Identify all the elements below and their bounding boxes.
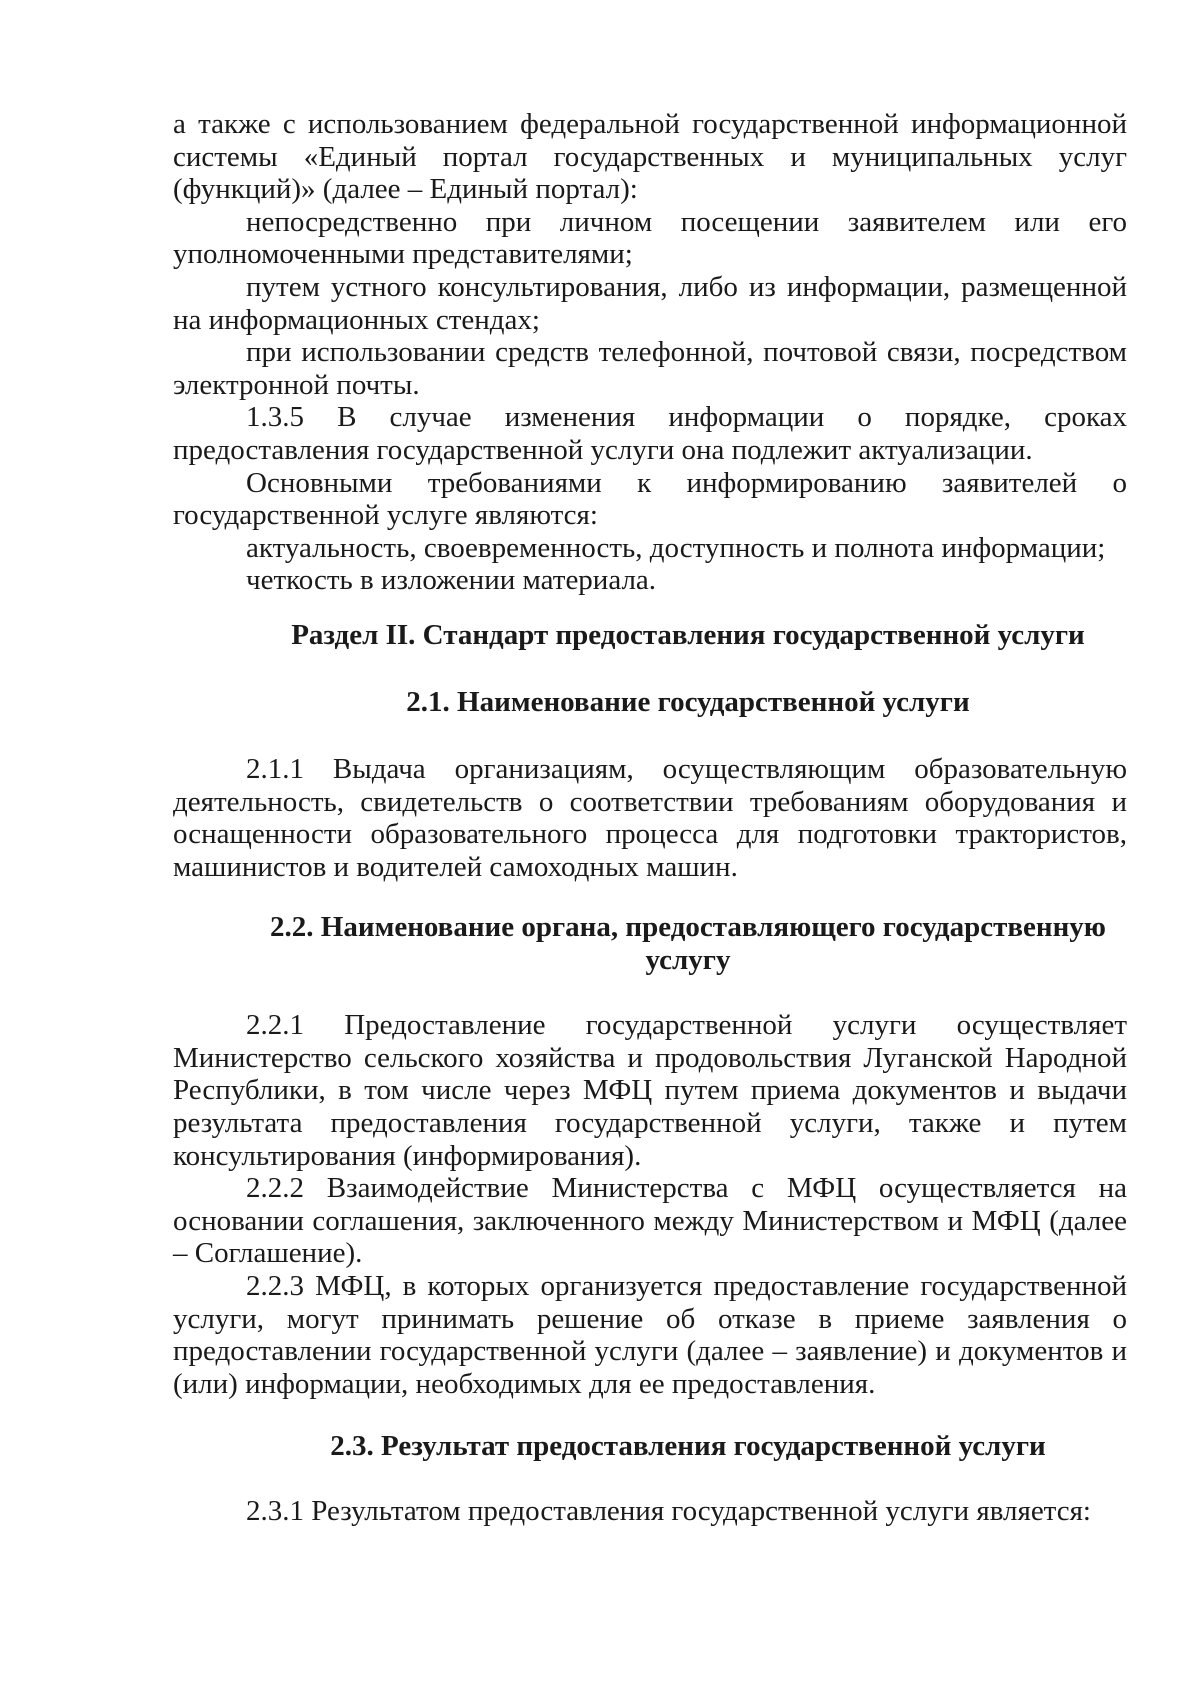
paragraph-2-2-2: 2.2.2 Взаимодействие Министерства с МФЦ осуществляется на основании соглашения, заключенного между Министерством и МФЦ (далее – Соглашение). — [173, 1172, 1127, 1270]
paragraph-list-item: непосредственно при личном посещении заявителем или его уполномоченными представителями; — [173, 205, 1127, 271]
section-2-title: Раздел II. Стандарт предоставления государственной услуги — [291, 618, 1085, 651]
paragraph-2-1-1: 2.1.1 Выдача организациям, осуществляющим образовательную деятельность, свидетельств о соответствии требованиям оборудования и оснащенности образовательного процесса для подготовки трактористов, машинистов и водителей самоходных машин. — [173, 752, 1127, 883]
paragraph-1-3-5: 1.3.5 В случае изменения информации о порядке, сроках предоставления государственной услуги она подлежит актуализации. — [173, 401, 1127, 466]
paragraph-list-item: четкость в изложении материала. — [246, 564, 657, 597]
paragraph-2-2-1: 2.2.1 Предоставление государственной услуги осуществляет Министерство сельского хозяйства и продовольствия Луганской Народной Республики, в том числе через МФЦ путем приема документов и выдачи результата предоставления государственной услуги, также и путем консультирования (информирования). — [173, 1009, 1127, 1172]
paragraph-list-item: при использовании средств телефонной, почтовой связи, посредством электронной почты. — [173, 336, 1127, 401]
document-body — [173, 108, 1127, 1528]
paragraph-intro-continuation: а также с использованием федеральной государственной информационной системы «Единый портал государственных и муниципальных услуг (функций)» (далее – Единый портал): — [173, 108, 1127, 206]
paragraph-list-item: актуальность, своевременность, доступность и полнота информации; — [246, 531, 1106, 564]
paragraph-2-2-3: 2.2.3 МФЦ, в которых организуется предоставление государственной услуги, могут принимать решение об отказе в приеме заявления о предоставлении государственной услуги (далее – заявление) и документов и (или) информации, необходимых для ее предоставления. — [173, 1270, 1127, 1400]
paragraph-list-item: путем устного консультирования, либо из информации, размещенной на информационных стендах; — [173, 270, 1127, 336]
paragraph-requirements: Основными требованиями к информированию заявителей о государственной услуге являются: — [173, 466, 1127, 532]
heading-2-3: 2.3. Результат предоставления государственной услуги — [330, 1430, 1046, 1463]
heading-2-2: 2.2. Наименование органа, предоставляющего государственную услугу — [270, 911, 1106, 977]
heading-2-1: 2.1. Наименование государственной услуги — [406, 685, 970, 718]
paragraph-2-3-1: 2.3.1 Результатом предоставления государственной услуги является: — [246, 1495, 1091, 1528]
